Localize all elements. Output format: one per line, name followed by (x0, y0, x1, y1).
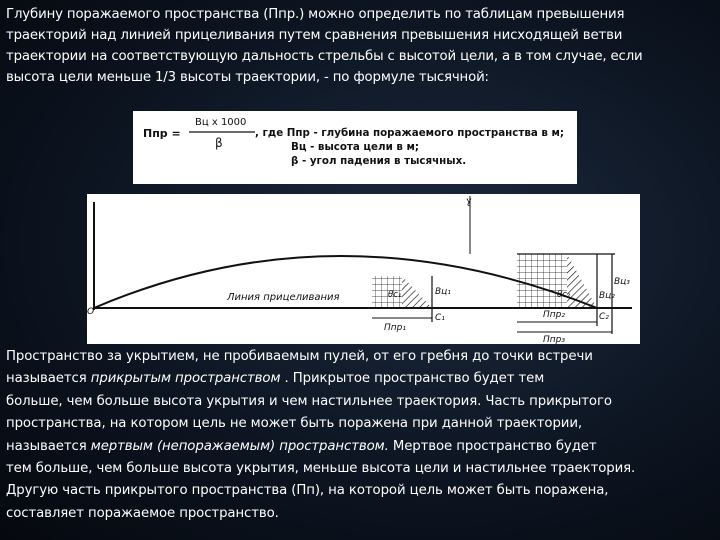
covered-space-term: прикрытым пространством (90, 371, 281, 387)
target-height-label-3: Вц₃ (614, 277, 630, 287)
formula-lhs: Ппр = (143, 127, 181, 140)
target-point-label-1: С₁ (435, 313, 445, 323)
formula-numerator: Вц x 1000 (195, 117, 247, 128)
formula-where: , где Ппр - глубина поражаемого пространства в м; (255, 127, 565, 139)
depth-label-3: Ппр₃ (543, 335, 565, 344)
intro-line-3: траектории на соответствующую дальность стрельбы с высотой цели, а в том случае, если (6, 49, 643, 64)
sight-line-label: Линия прицеливания (227, 292, 340, 303)
cover-description-paragraph (6, 346, 716, 525)
formula-def-angle: β - угол падения в тысячных. (291, 155, 467, 167)
dead-space-term: мертвым (непоражаемым) пространством. (90, 438, 389, 454)
angle-label-1: θс₁ (388, 290, 402, 300)
origin-label: О (87, 307, 95, 317)
depth-label-2: Ппр₂ (543, 310, 565, 320)
target-point-label-2: С₂ (599, 312, 609, 322)
intro-line-4: высота цели меньше 1/3 высоты траектории, - по формуле тысячной: (6, 70, 489, 85)
vertex-marker: ɣ (466, 196, 472, 207)
trajectory-diagram (87, 194, 640, 344)
paragraph-line-3: больше, чем больше высота укрытия и чем настильнее траектория. Часть прикрытого (6, 393, 612, 409)
dead-zone-1 (402, 276, 432, 308)
dead-zone-2 (567, 254, 597, 308)
line2-suffix: . Прикрытое пространство будет тем (280, 371, 545, 387)
paragraph-line-2 (6, 368, 716, 390)
target-height-label-2: Вц₂ (599, 291, 615, 301)
formula-def-target-height: Вц - высота цели в м; (291, 141, 420, 153)
formula-image (133, 111, 577, 184)
target-height-label-1: Вц₁ (435, 287, 451, 297)
line5-suffix: Мертвое пространство будет (388, 438, 597, 454)
intro-line-1: Глубину поражаемого пространства (Ппр.) можно определить по таблицам превышения (6, 7, 625, 22)
paragraph-line-6: тем больше, чем больше высота укрытия, меньше высота цели и настильнее траектория. (6, 461, 636, 477)
line5-prefix: называется (6, 438, 91, 454)
paragraph-line-1: Пространство за укрытием, не пробиваемым пулей, от его гребня до точки встречи (6, 349, 593, 364)
paragraph-line-7: Другую часть прикрытого пространства (Пп), на которой цель может быть поражена, (6, 483, 609, 499)
paragraph-line-8: составляет поражаемое пространство. (6, 505, 279, 521)
intro-paragraph (6, 4, 716, 88)
paragraph-line-4: пространства, на котором цель не может быть поражена при данной траектории, (6, 416, 583, 432)
intro-line-2: траекторий над линией прицеливания путем сравнения превышения нисходящей ветви (6, 28, 623, 43)
line2-prefix: называется (6, 371, 91, 387)
formula-denominator: β (215, 136, 223, 150)
angle-label-2: θс₂ (557, 290, 571, 300)
depth-label-1: Ппр₁ (384, 323, 406, 333)
paragraph-line-5 (6, 436, 716, 458)
